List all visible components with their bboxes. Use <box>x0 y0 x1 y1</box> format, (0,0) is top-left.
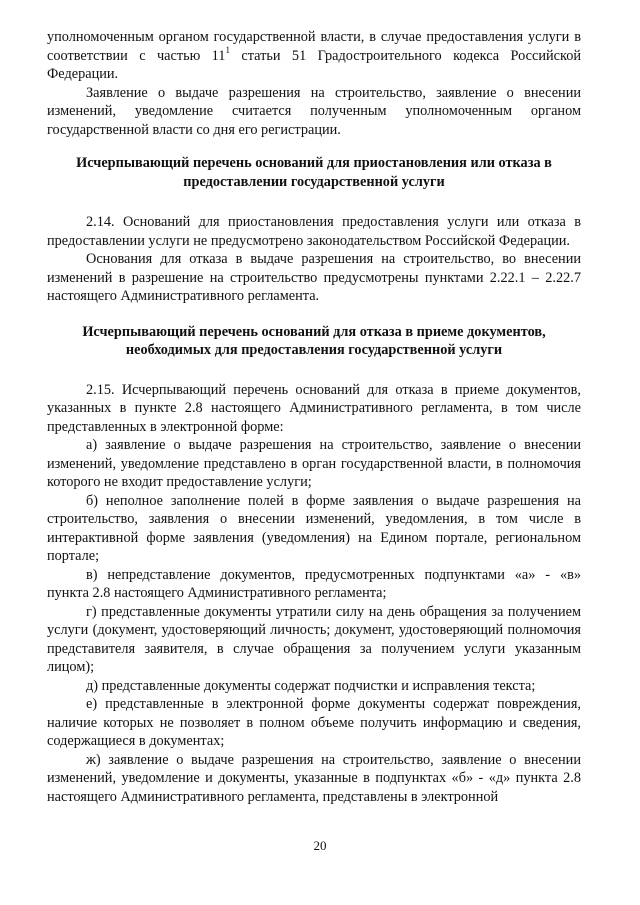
list-item-v: в) непредставление документов, предусмотренных подпунктами «а» - «в» пункта 2.8 настоящего Административного регламента; <box>47 566 581 601</box>
list-item-d: д) представленные документы содержат подчистки и исправления текста; <box>86 677 536 694</box>
document-page <box>47 28 581 806</box>
list-item-e: е) представленные в электронной форме документы содержат повреждения, наличие которых не позволяет в полном объеме получить информацию и сведения, содержащиеся в документах; <box>47 696 581 749</box>
registration-paragraph: Заявление о выдаче разрешения на строительство, заявление о внесении изменений, уведомление считается полученным уполномоченным органом государственной власти со дня его регистрации. <box>47 84 581 138</box>
paragraph-2-14: 2.14. Оснований для приостановления предоставления услуги или отказа в предоставлении услуги не предусмотрено законодательством Российской Федерации. <box>47 214 581 249</box>
paragraph-2-15: 2.15. Исчерпывающий перечень оснований для отказа в приеме документов, указанных в пункте 2.8 настоящего Административного регламента, в том числе представленных в электронной форме: <box>47 381 581 435</box>
list-item-a: а) заявление о выдаче разрешения на строительство, заявление о внесении изменений, уведомление представлено в орган государственной власти, в полномочия которого не входит предоставление услуги; <box>47 437 581 490</box>
page-number: 20 <box>313 838 327 853</box>
continuation-text: уполномоченным органом государственной власти, в случае предоставления услуги в соответствии с частью 11 <box>47 29 581 64</box>
list-item-zh: ж) заявление о выдаче разрешения на строительство, заявление о внесении изменений, уведомление и документы, указанные в подпунктах «б» - «д» пункта 2.8 настоящего Административного регламента, представлены в электронной <box>47 751 581 805</box>
superscript-1: 1 <box>225 44 230 55</box>
section-heading-documents: Исчерпывающий перечень оснований для отказа в приеме документов, необходимых для предоставления государственной услуги <box>82 323 546 358</box>
section-heading-suspension: Исчерпывающий перечень оснований для приостановления или отказа в предоставлении государственной услуги <box>76 155 552 190</box>
continuation-text-end: статьи 51 Градостроительного кодекса Российской Федерации. <box>47 47 581 82</box>
continuation-paragraph <box>47 28 581 84</box>
list-item-g: г) представленные документы утратили силу на день обращения за получением услуги (документ, удостоверяющий личность; документ, удостоверяющий полномочия представителя заявителя, в случае обращения за получением услуги указанным лицом); <box>47 603 581 675</box>
paragraph-refusal-grounds: Основания для отказа в выдаче разрешения на строительство, во внесении изменений в разрешение на строительство предусмотрены пунктами 2.22.1 – 2.22.7 настоящего Административного регламента. <box>47 251 581 304</box>
list-item-b: б) неполное заполнение полей в форме заявления о выдаче разрешения на строительство, заявления о внесении изменений, уведомления, в том числе в интерактивной форме заявления (уведомления) на Едином портале, региональном портале; <box>47 492 581 564</box>
